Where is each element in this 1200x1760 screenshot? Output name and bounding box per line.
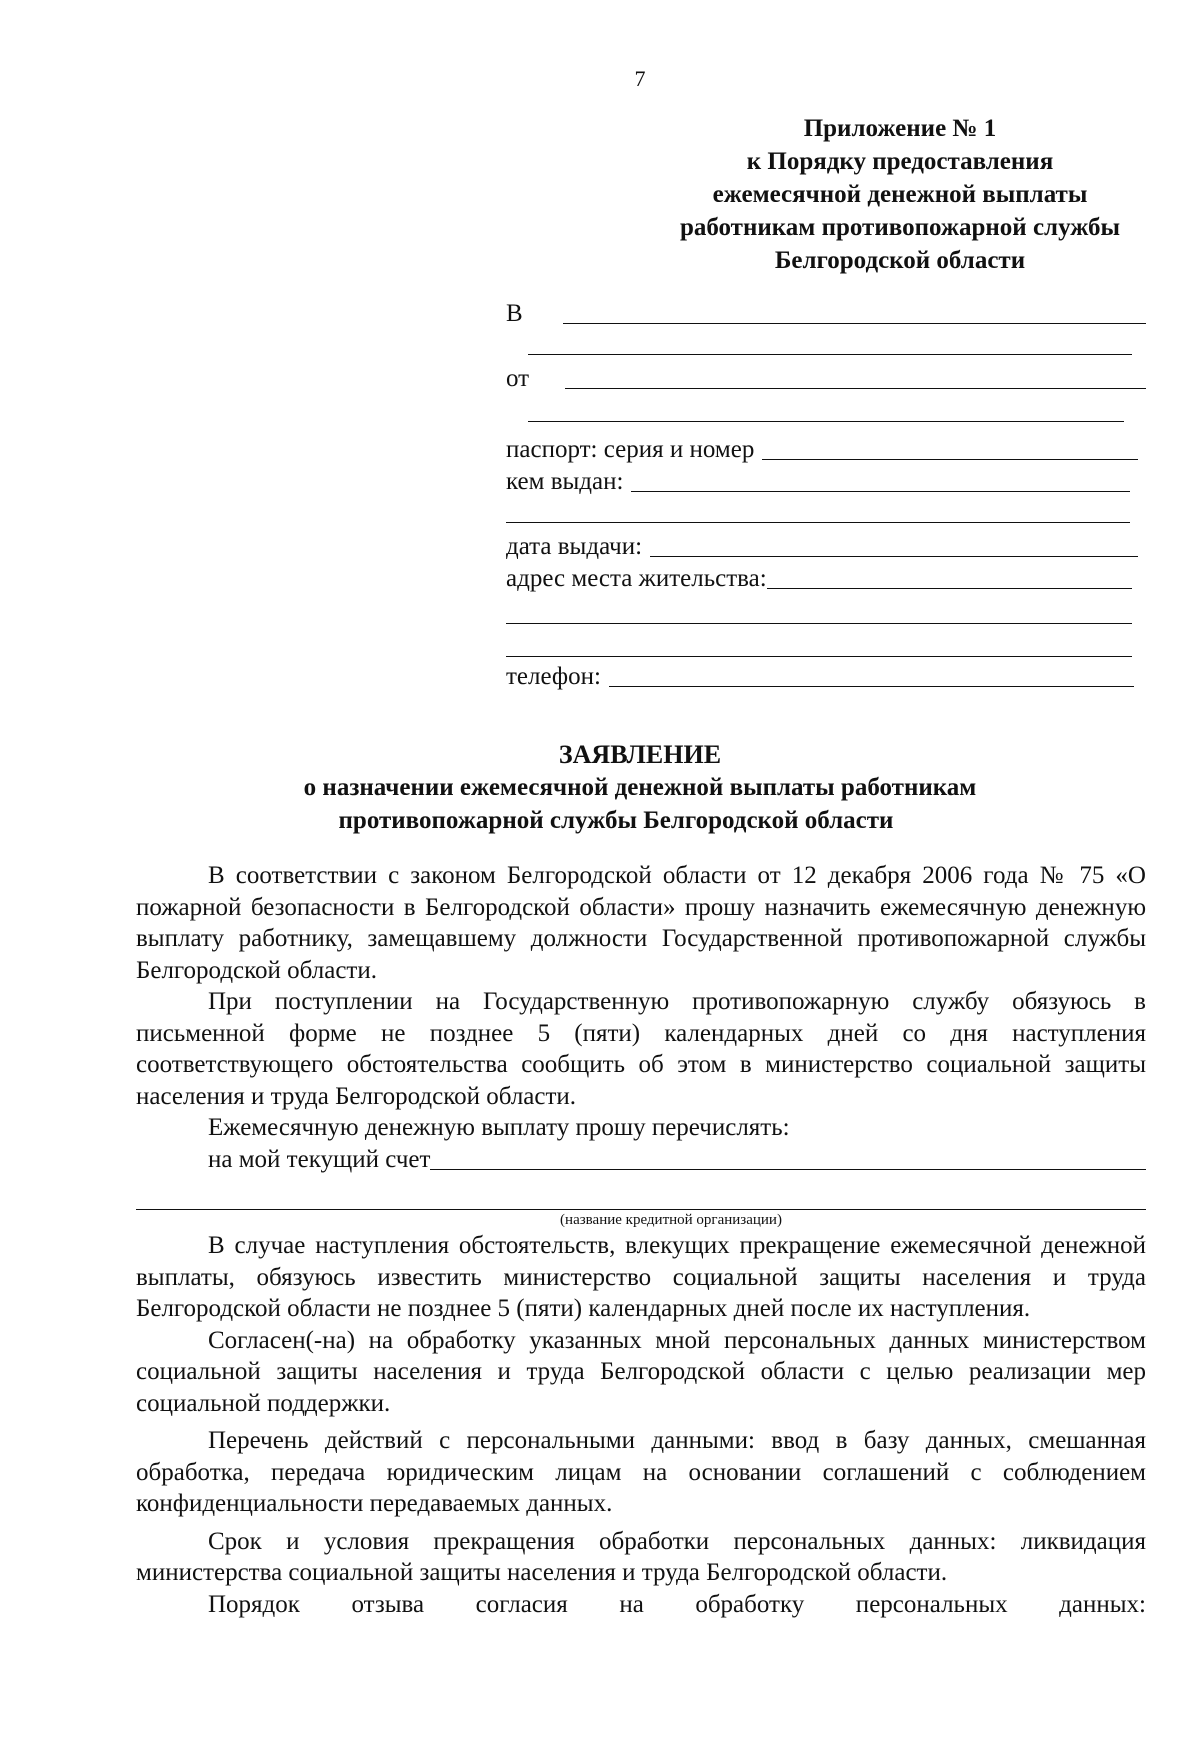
from-input-line[interactable] bbox=[565, 387, 1146, 389]
statement-body bbox=[136, 860, 1146, 1620]
issued-by-input-line-2[interactable] bbox=[506, 496, 1130, 523]
appendix-line-1: Приложение № 1 bbox=[803, 115, 997, 142]
from-label: от bbox=[506, 365, 530, 392]
applicant-fields bbox=[506, 296, 1146, 691]
title-subtitle-1: о назначении ежемесячной денежной выплаты работникам bbox=[303, 774, 977, 801]
to-input-line[interactable] bbox=[563, 322, 1146, 324]
paragraph-payment-transfer: Ежемесячную денежную выплату прошу перечислять: bbox=[208, 1114, 790, 1141]
to-label: В bbox=[506, 300, 523, 327]
issue-date-input-line[interactable] bbox=[650, 555, 1138, 557]
account-field bbox=[136, 1144, 1146, 1176]
bank-name-input-line[interactable] bbox=[136, 1175, 1146, 1210]
issue-date-label: дата выдачи: bbox=[506, 533, 643, 560]
issued-by-field bbox=[506, 464, 1130, 496]
account-label: на мой текущий счет bbox=[208, 1145, 431, 1173]
issued-by-label: кем выдан: bbox=[506, 468, 624, 495]
appendix-header bbox=[640, 112, 1160, 277]
paragraph-consent: Согласен(-на) на обработку указанных мной персональных данных министерством социальной защиты населения и труда Белгородской области с целью реализации мер социальной поддержки. bbox=[136, 1326, 1146, 1417]
paragraph-obligation: При поступлении на Государственную противопожарную службу обязуюсь в письменной форме не позднее 5 (пяти) календарных дней со дня наступления соответствующего обстоятельства сообщить об этом в министерство социальной защиты населения и труда Белгородской области. bbox=[136, 988, 1146, 1110]
from-input-line-2[interactable] bbox=[528, 393, 1124, 422]
issue-date-field bbox=[506, 529, 1138, 561]
phone-input-line[interactable] bbox=[609, 685, 1134, 687]
phone-label: телефон: bbox=[506, 663, 601, 690]
address-input-line-3[interactable] bbox=[506, 624, 1132, 657]
paragraph-law-reference: В соответствии с законом Белгородской области от 12 декабря 2006 года № 75 «О пожарной безопасности в Белгородской области» прошу назначить ежемесячную денежную выплату работнику, замещавшему должности Государственной противопожарной службы Белгородской области. bbox=[136, 862, 1146, 984]
from-field bbox=[506, 361, 1146, 393]
phone-field bbox=[506, 659, 1134, 691]
page-number: 7 bbox=[634, 66, 646, 91]
address-field bbox=[506, 561, 1132, 593]
appendix-line-2: к Порядку предоставления bbox=[746, 148, 1054, 175]
bank-name-caption: (название кредитной организации) bbox=[560, 1212, 782, 1228]
paragraph-processing-term: Срок и условия прекращения обработки персональных данных: ликвидация министерства социальной защиты населения и труда Белгородской области. bbox=[136, 1527, 1146, 1586]
appendix-line-3: ежемесячной денежной выплаты bbox=[712, 181, 1088, 208]
paragraph-data-actions: Перечень действий с персональными данными: ввод в базу данных, смешанная обработка, передача юридическим лицам на основании соглашений с соблюдением конфиденциальности передаваемых данных. bbox=[136, 1427, 1146, 1517]
appendix-line-4: работникам противопожарной службы bbox=[679, 214, 1121, 241]
address-input-line[interactable] bbox=[767, 587, 1132, 589]
to-field bbox=[506, 296, 1146, 328]
address-input-line-2[interactable] bbox=[506, 593, 1132, 624]
passport-label: паспорт: серия и номер bbox=[506, 436, 755, 463]
address-label: адрес места жительства: bbox=[506, 565, 767, 592]
title-main: ЗАЯВЛЕНИЕ bbox=[558, 740, 722, 769]
paragraph-consent-revocation: Порядок отзыва согласия на обработку персональных данных: bbox=[208, 1590, 1146, 1618]
title-subtitle-2: противопожарной службы Белгородской области bbox=[338, 807, 894, 834]
issued-by-input-line[interactable] bbox=[631, 490, 1130, 492]
passport-input-line[interactable] bbox=[762, 458, 1138, 460]
account-input-line[interactable] bbox=[430, 1168, 1146, 1170]
appendix-line-5: Белгородской области bbox=[774, 247, 1026, 274]
passport-field bbox=[506, 432, 1138, 464]
statement-title bbox=[0, 738, 1200, 837]
paragraph-termination-notice: В случае наступления обстоятельств, влекущих прекращение ежемесячной денежной выплаты, обязуюсь известить министерство социальной защиты населения и труда Белгородской области не позднее 5 (пяти) календарных дней после их наступления. bbox=[136, 1232, 1146, 1322]
to-input-line-2[interactable] bbox=[528, 328, 1132, 355]
